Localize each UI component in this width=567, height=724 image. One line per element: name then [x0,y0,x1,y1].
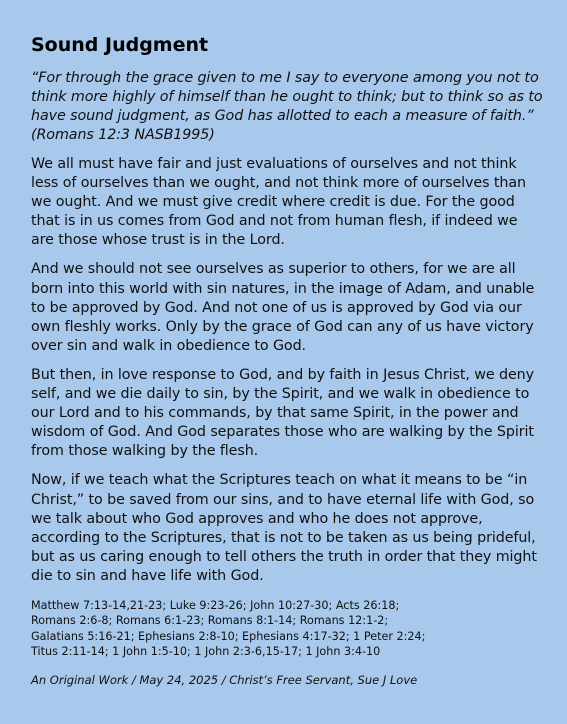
scripture-references [31,598,543,660]
body-paragraph-4: Now, if we teach what the Scriptures teach on what it means to be “in Christ,” to be saved from our sins, and to have eternal life with God, so we talk about who God approves and who he does not approve, according to the Scriptures, that is not to be taken as us being prideful, but as us caring enough to tell others the truth in order that they might die to sin and have life with God. [31,472,537,584]
reference-line-3: Galatians 5:16-21; Ephesians 2:8-10; Ephesians 4:17-32; 1 Peter 2:24; [31,629,426,643]
attribution-footer: An Original Work / May 24, 2025 / Christ’s Free Servant, Sue J Love [31,672,418,687]
body-paragraph-3: But then, in love response to God, and by faith in Jesus Christ, we deny self, and we die daily to sin, by the Spirit, and we walk in obedience to our Lord and to his commands, by that same Spirit, in the power and wisdom of God. And God separates those who are walking by the Spirit from those walking by the flesh. [31,366,534,460]
reference-line-2: Romans 2:6-8; Romans 6:1-23; Romans 8:1-14; Romans 12:1-2; [31,614,389,628]
body-paragraph-1: We all must have fair and just evaluations of ourselves and not think less of ourselves than we ought, and not think more of ourselves than we ought. And we must give credit where credit is due. For the good that is in us comes from God and not from human flesh, if indeed we are those whose trust is in the Lord. [31,156,526,249]
page-title: Sound Judgment [31,34,209,56]
body-paragraph-2: And we should not see ourselves as superior to others, for we are all born into this world with sin natures, in the image of Adam, and unable to be approved by God. And not one of us is approved by God via our own fleshly works. Only by the grace of God can any of us have victory over sin and walk in obedience to God. [31,261,535,354]
scripture-quote [31,69,543,145]
reference-line-1: Matthew 7:13-14,21-23; Luke 9:23-26; John 10:27-30; Acts 26:18; [31,598,400,612]
reference-line-4: Titus 2:11-14; 1 John 1:5-10; 1 John 2:3-6,15-17; 1 John 3:4-10 [31,645,381,659]
quote-reference: (Romans 12:3 NASB1995) [31,127,215,143]
quote-text: “For through the grace given to me I say to everyone among you not to think more highly of himself than he ought to think; but to think so as to have sound judgment, as God has allotted to each a measure of faith.” [31,70,543,124]
